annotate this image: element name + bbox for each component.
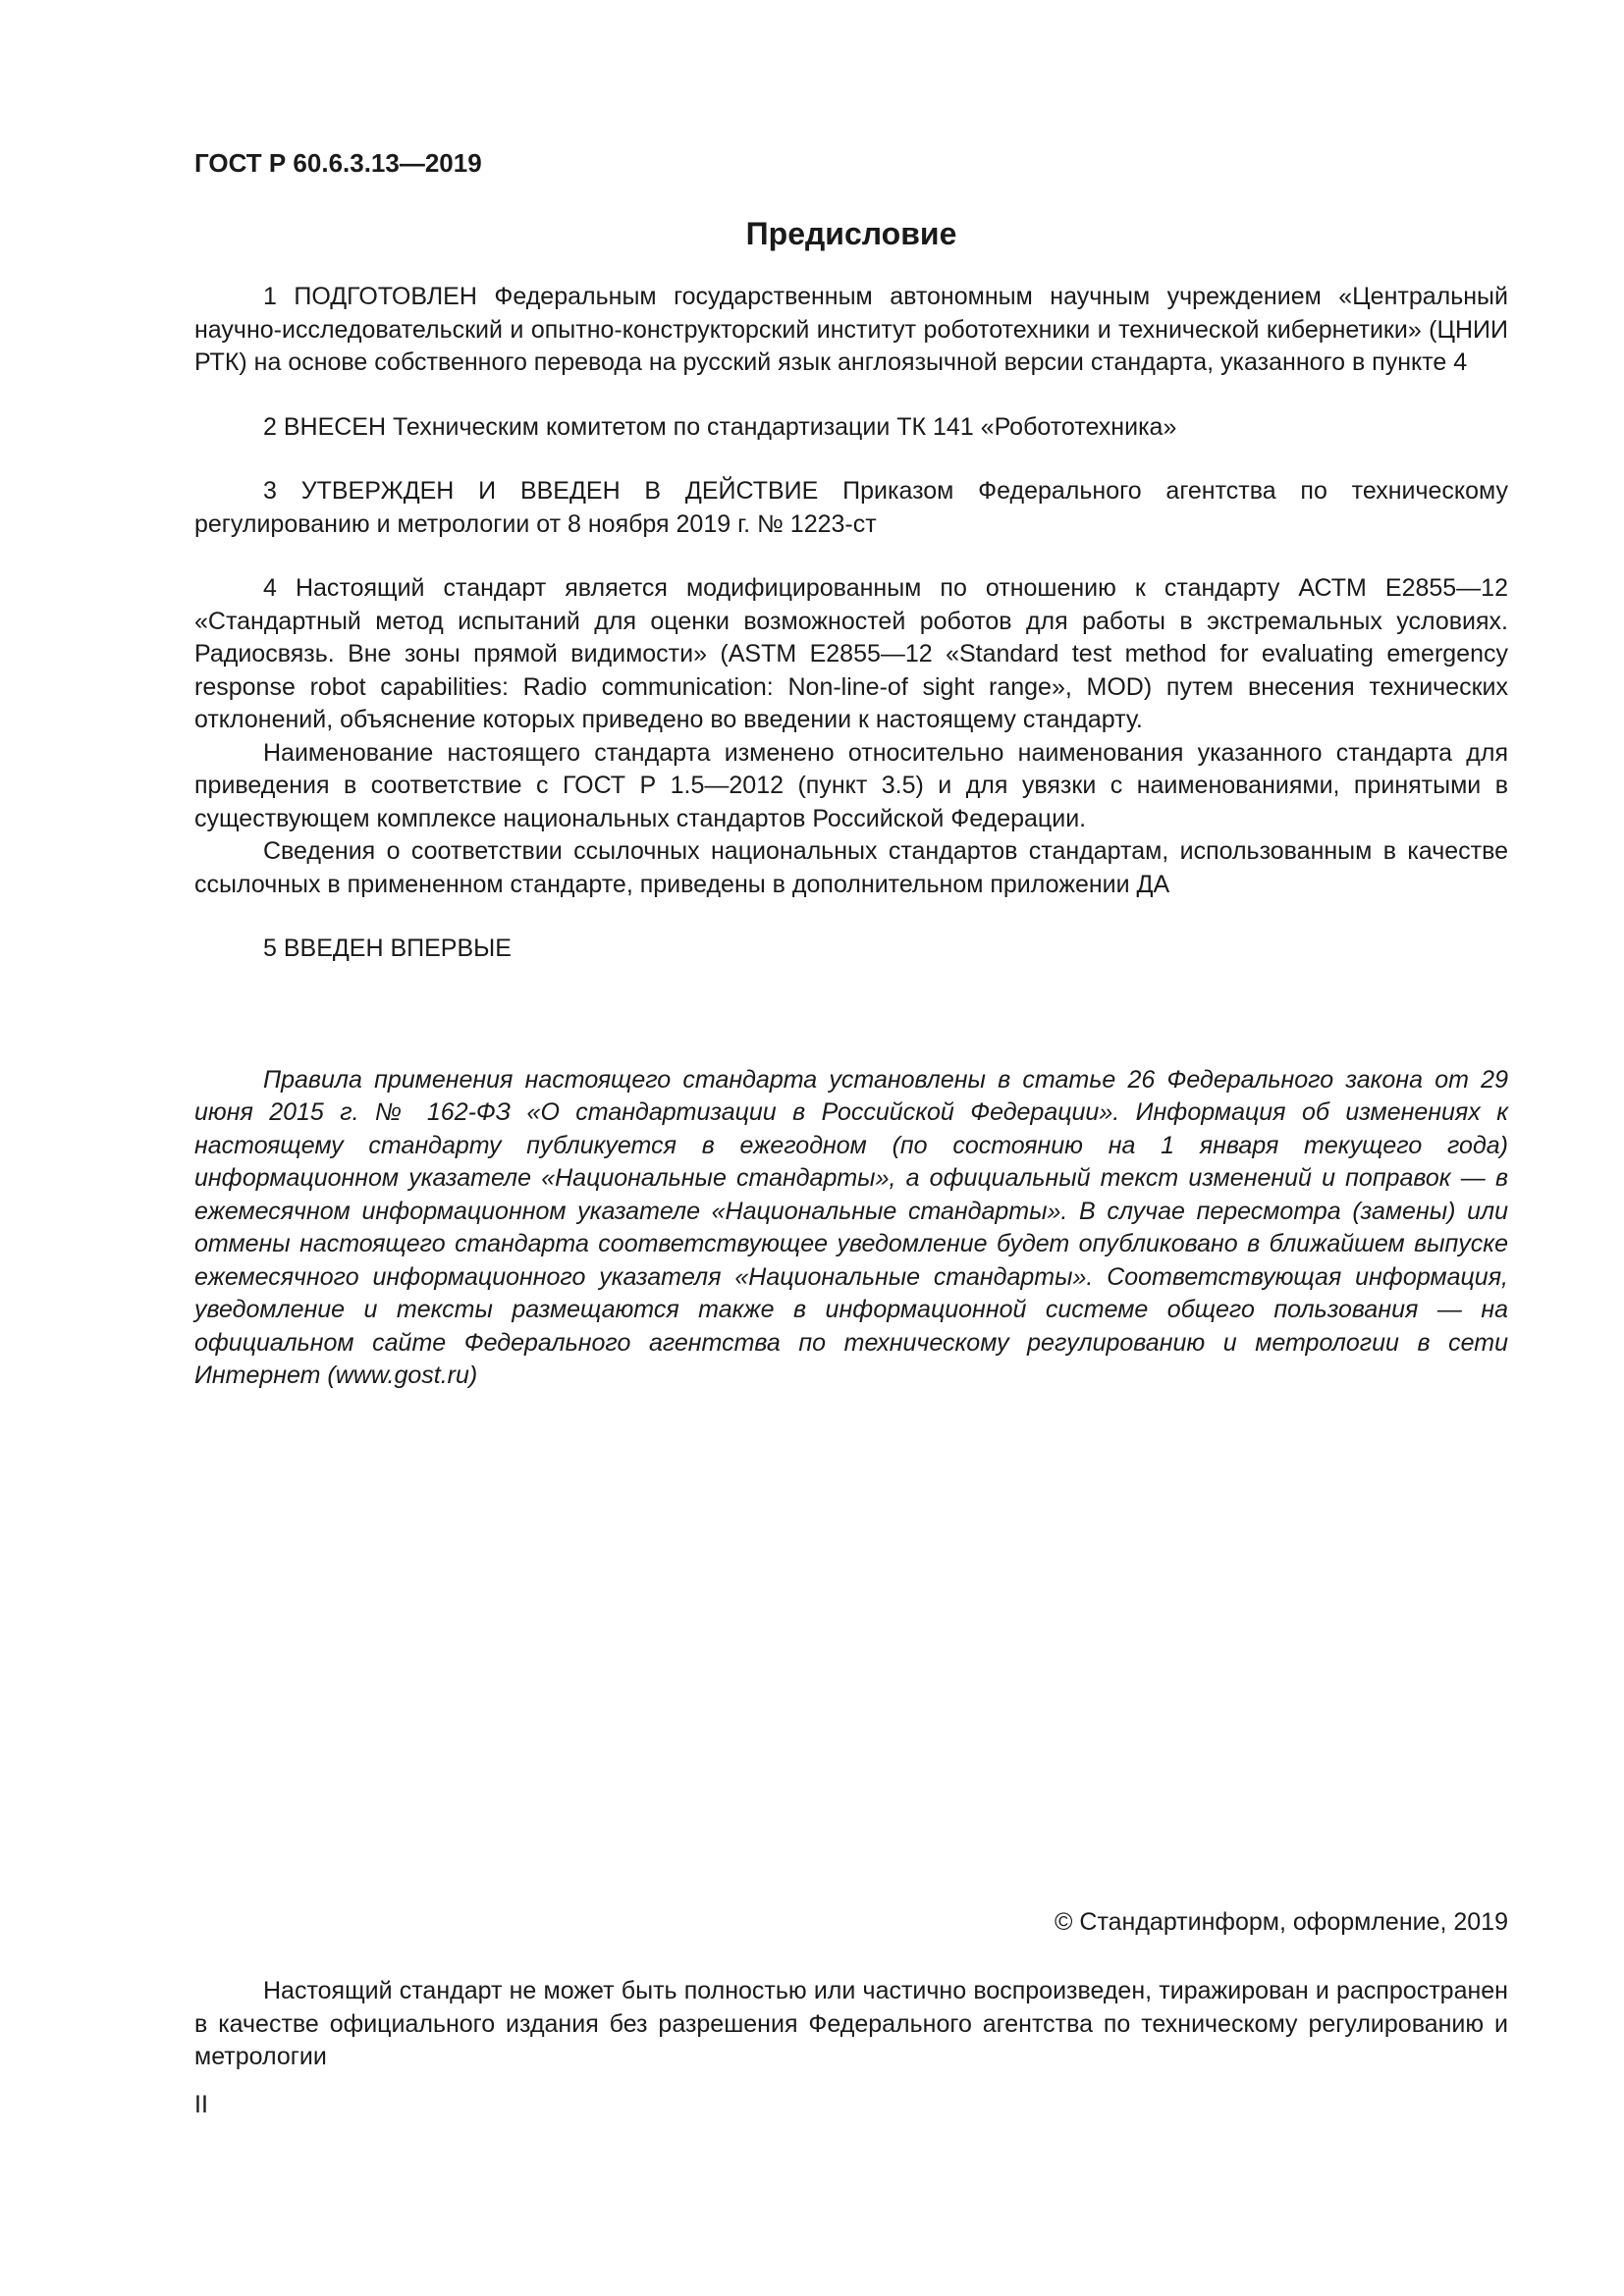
paragraph-prepared: 1 ПОДГОТОВЛЕН Федеральным государственным автономным научным учреждением «Центральный научно-исследовательский и опытно-конструкторский институт робототехники и технической кибернетики» (ЦНИИ РТК) на основе собственного перевода на русский язык англоязычной версии стандарта, указанного в пункте 4: [194, 283, 1508, 376]
page-number: II: [194, 2091, 208, 2118]
copyright-line: © Стандартинформ, оформление, 2019: [1055, 1908, 1508, 1936]
document-code: ГОСТ Р 60.6.3.13—2019: [194, 148, 482, 178]
page-title: Предисловие: [745, 216, 957, 251]
paragraph-references: Сведения о соответствии ссылочных национальных стандартов стандартам, использованным в качестве ссылочных в примененном стандарте, приведены в дополнительном приложении ДА: [194, 837, 1508, 898]
reproduction-notice: Настоящий стандарт не может быть полностью или частично воспроизведен, тиражирован и распространен в качестве официального издания без разрешения Федерального агентства по техническому регулированию и метрологии: [194, 1977, 1508, 2070]
paragraph-first-introduced: 5 ВВЕДЕН ВПЕРВЫЕ: [263, 934, 512, 962]
document-page: [194, 147, 1508, 2118]
paragraph-introduced: 2 ВНЕСЕН Техническим комитетом по стандартизации ТК 141 «Робототехника»: [263, 412, 1177, 441]
paragraph-modified-standard: 4 Настоящий стандарт является модифицированным по отношению к стандарту АСТМ Е2855—12 «Стандартный метод испытаний для оценки возможностей роботов для работы в экстремальных условиях. Радиосвязь. Вне зоны прямой видимости» (ASTM E2855—12 «Standard test method for evaluating emergency response robot capabilities: Radio communication: Non-line-of sight range», MOD) путем внесения технических отклонений, объяснение которых приведено во введении к настоящему стандарту.: [194, 574, 1508, 733]
paragraph-approved: 3 УТВЕРЖДЕН И ВВЕДЕН В ДЕЙСТВИЕ Приказом Федерального агентства по техническому регулированию и метрологии от 8 ноября 2019 г. № 1223-ст: [194, 477, 1508, 538]
rules-note: Правила применения настоящего стандарта установлены в статье 26 Федерального закона от 29 июня 2015 г. № 162-ФЗ «О стандартизации в Российской Федерации». Информация об изменениях к настоящему стандарту публикуется в ежегодном (по состоянию на 1 января текущего года) информационном указателе «Национальные стандарты», а официальный текст изменений и поправок — в ежемесячном информационном указателе «Национальные стандарты». В случае пересмотра (замены) или отмены настоящего стандарта соответствующее уведомление будет опубликовано в ближайшем выпуске ежемесячного информационного указателя «Национальные стандарты». Соответствующая информация, уведомление и тексты размещаются также в информационной системе общего пользования — на официальном сайте Федерального агентства по техническому регулированию и метрологии в сети Интернет (www.gost.ru): [194, 1065, 1508, 1389]
paragraph-name-change: Наименование настоящего стандарта изменено относительно наименования указанного стандарта для приведения в соответствие с ГОСТ Р 1.5—2012 (пункт 3.5) и для увязки с наименованиями, принятыми в существующем комплексе национальных стандартов Российской Федерации.: [194, 738, 1508, 832]
